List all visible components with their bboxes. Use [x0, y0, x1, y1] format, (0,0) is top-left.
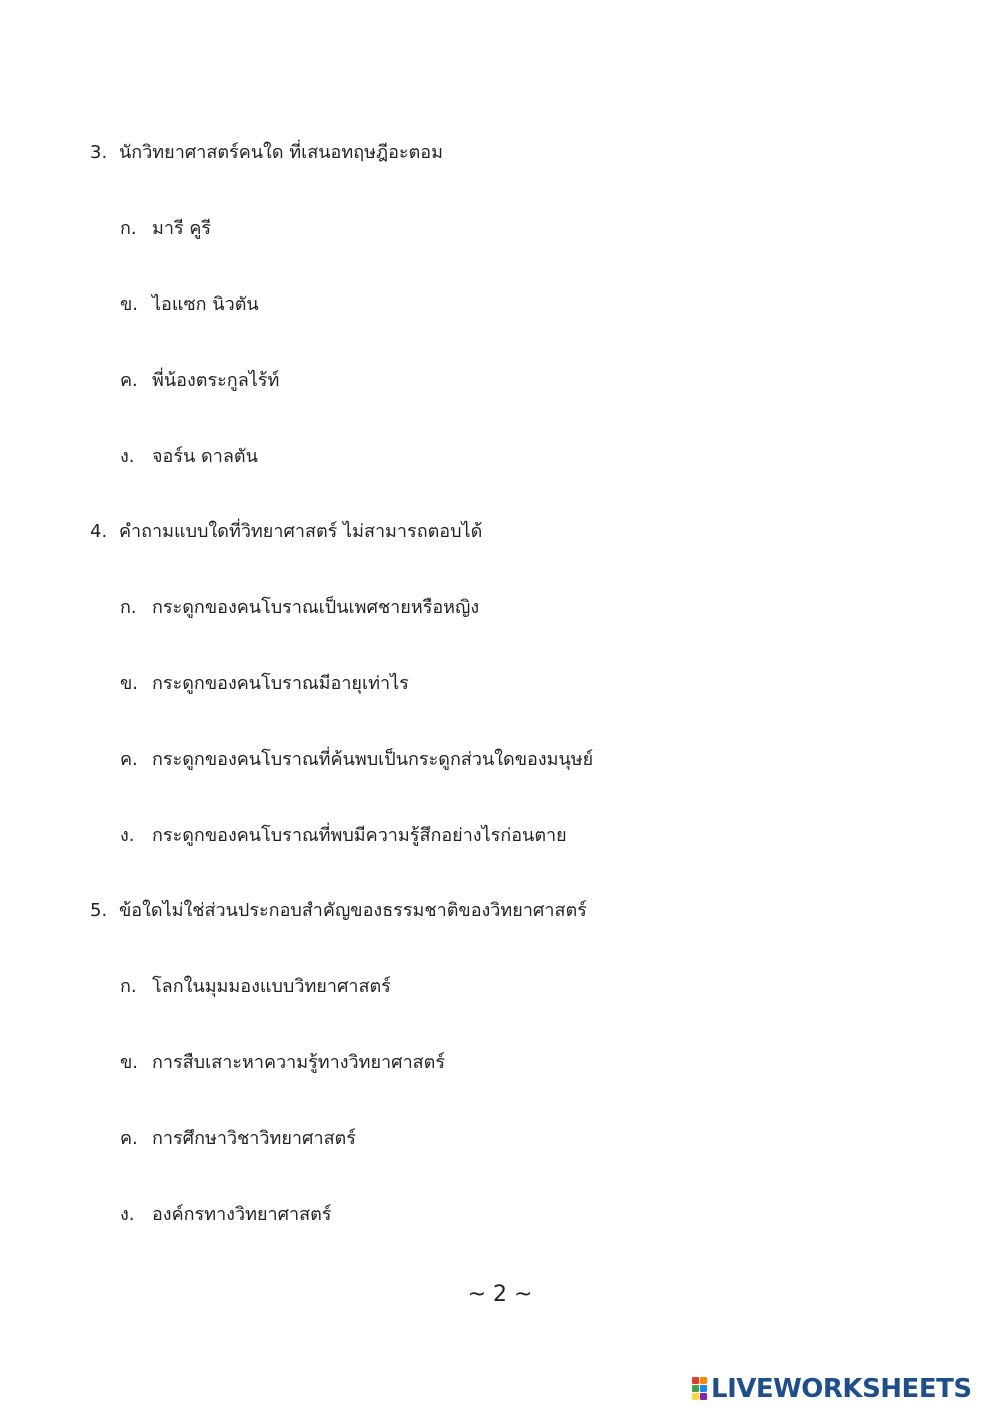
liveworksheets-logo [692, 1374, 972, 1404]
option-text: กระดูกของคนโบราณที่พบมีความรู้สึกอย่างไรก่อนตาย [152, 825, 567, 846]
option-letter: ข. [120, 294, 139, 315]
option-text: โลกในมุมมองแบบวิทยาศาสตร์ [152, 976, 391, 997]
option-text: พี่น้องตระกูลไร้ท์ [152, 370, 280, 391]
option-letter: ก. [120, 976, 137, 997]
logo-block [692, 1377, 699, 1384]
option-letter: ข. [120, 1052, 139, 1073]
option-text: กระดูกของคนโบราณมีอายุเท่าไร [152, 673, 409, 694]
option-text: มารี คูรี [152, 218, 212, 239]
logo-text: LIVEWORKSHEETS [711, 1374, 972, 1404]
option-letter: ค. [120, 370, 138, 391]
question-text: ข้อใดไม่ใช่ส่วนประกอบสำคัญของธรรมชาติของวิทยาศาสตร์ [119, 900, 587, 921]
option-letter: ค. [120, 1128, 138, 1149]
logo-block [700, 1393, 707, 1400]
option-text: การศึกษาวิชาวิทยาศาสตร์ [152, 1128, 356, 1149]
question-number: 4. [90, 521, 108, 542]
liveworksheets-logo-icon [692, 1377, 708, 1401]
option-letter: ค. [120, 749, 138, 770]
option-letter: ง. [120, 446, 135, 467]
option-text: องค์กรทางวิทยาศาสตร์ [152, 1204, 332, 1225]
option-letter: ง. [120, 825, 135, 846]
option-letter: ข. [120, 673, 139, 694]
page-number: ~ 2 ~ [467, 1282, 533, 1307]
option-letter: ง. [120, 1204, 135, 1225]
option-letter: ก. [120, 597, 137, 618]
option-text: การสืบเสาะหาความรู้ทางวิทยาศาสตร์ [152, 1052, 446, 1073]
question-text: นักวิทยาศาสตร์คนใด ที่เสนอทฤษฎีอะตอม [119, 142, 443, 163]
logo-block [700, 1377, 707, 1384]
option-text: จอร์น ดาลตัน [152, 446, 258, 467]
logo-block [692, 1393, 699, 1400]
logo-block [692, 1385, 699, 1392]
logo-block [700, 1385, 707, 1392]
question-number: 5. [90, 900, 108, 921]
question-number: 3. [90, 142, 108, 163]
option-text: ไอแซก นิวตัน [152, 294, 259, 315]
question-text: คำถามแบบใดที่วิทยาศาสตร์ ไม่สามารถตอบได้ [119, 521, 483, 542]
option-text: กระดูกของคนโบราณเป็นเพศชายหรือหญิง [152, 597, 480, 618]
option-text: กระดูกของคนโบราณที่ค้นพบเป็นกระดูกส่วนใดของมนุษย์ [152, 749, 594, 770]
option-letter: ก. [120, 218, 137, 239]
